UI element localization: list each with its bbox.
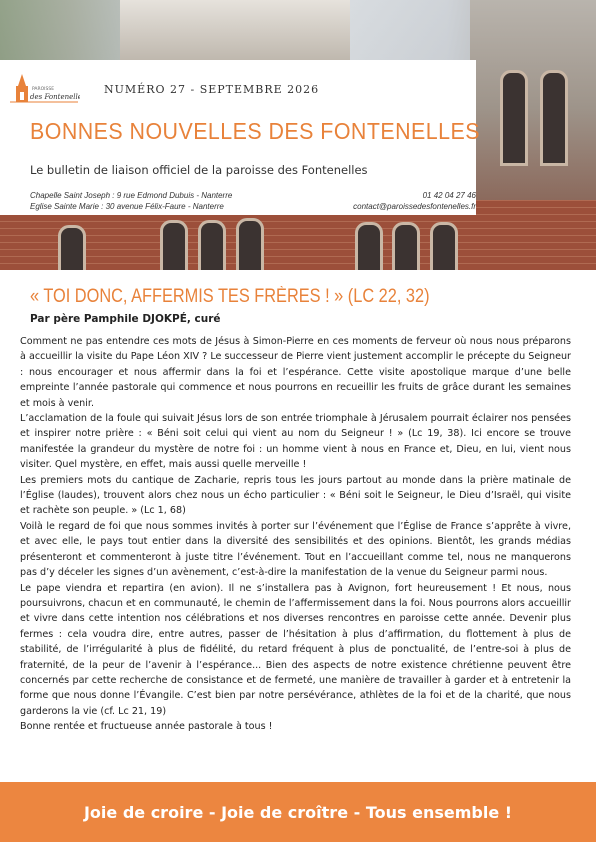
photo-bell-tower: [120, 0, 350, 60]
photo-window: [58, 225, 86, 270]
newsletter-title: BONNES NOUVELLES DES FONTENELLES: [30, 118, 480, 144]
address-chapel: Chapelle Saint Joseph : 9 rue Edmond Dubuis - Nanterre: [30, 191, 233, 200]
parish-logo: [10, 72, 80, 110]
photo-window: [236, 218, 264, 270]
article-paragraph: Comment ne pas entendre ces mots de Jésus à Simon-Pierre en ces moments de ferveur où nous nous préparons à accueillir la visite du Pape Léon XIV ? Le successeur de Pierre vient justement accomplir le précepte du Seigneur : nous encourager et nous affermir dans la foi et l’espérance. Cette visite apostolique marque d’une belle empreinte l’année pastorale qui commence et nous pourrons en recueillir les fruits de grâce durant les semaines et mois à venir.: [20, 336, 571, 409]
article-paragraph: Bonne rentée et fructueuse année pastorale à tous !: [20, 721, 273, 733]
photo-window: [355, 222, 383, 270]
article-paragraph: Les premiers mots du cantique de Zacharie, repris tous les jours partout au monde dans la prière matinale de l’Église (laudes), trouvent alors chez nous un écho particulier : « Béni soit le Seigneur, le Dieu d’Israël, qui visite et rachète son peuple. » (Lc 1, 68): [20, 474, 571, 517]
address-church: Eglise Sainte Marie : 30 avenue Félix-Faure - Nanterre: [30, 202, 224, 211]
article-paragraph: Le pape viendra et repartira (en avion). Il ne s’installera pas à Avignon, fort heureusement ! Et nous, nous poursuivrons, chacun et en communauté, le chemin de l’affermissement dans la foi. Nous pourrons alors accueillir et vivre dans cette intention nos célébrations et nos diverses rencontres en paroisse cette année. Devenir plus fermes : cela voudra dire, entre autres, passer de l’hésitation à plus d’affirmation, du flottement à plus de stabilité, de l’irrégularité à plus de fidélité, du retard fréquent à plus de ponctualité, de l’entre-soi à plus de fraternité, de la peur de l’avenir à l’espérance... Bien des aspects de notre existence chrétienne peuvent être concernés par cette recherche de consistance et de fermeté, une manière de travailler à garder et à entretenir la forme que nous donne l’Évangile. C’est bien par notre persévérance, athlètes de la foi et de la charité, que nous garderons la vie (cf. Lc 21, 19): [20, 582, 571, 717]
article-author: Par père Pamphile DJOKPÉ, curé: [30, 313, 221, 325]
contact-phone: 01 42 04 27 46: [422, 191, 476, 200]
contact-email[interactable]: contact@paroissedesfontenelles.fr: [353, 202, 476, 211]
footer-motto: Joie de croire - Joie de croître - Tous ensemble !: [83, 802, 513, 822]
church-logo-icon: [10, 72, 80, 110]
article-paragraph: Voilà le regard de foi que nous sommes invités à porter sur l’événement que l’Église de France s’apprête à vivre, et avec elle, le pays tout entier dans la diversité des sensibilités et des opinions. Bientôt, les grands médias présenteront et commenteront à juste titre l’événement. Tout en l’accueillant comme tel, nous ne manquerons pas d’y déceler les signes d’un avènement, c’est-à-dire la manifestation de la venue du Seigneur parmi nous.: [20, 520, 571, 579]
photo-window: [198, 220, 226, 270]
newsletter-subtitle: Le bulletin de liaison officiel de la paroisse des Fontenelles: [30, 163, 368, 177]
photo-window: [160, 220, 188, 270]
article-paragraph: L’acclamation de la foule qui suivait Jésus lors de son entrée triomphale à Jérusalem pourrait éclairer nos pensées et inspirer notre prière : « Béni soit celui qui vient au nom du Seigneur ! » (Lc 19, 38). Ici encore se trouve manifestée la grandeur du mystère de notre foi : un homme vient à nous en France et, Dieu, en lui, vient nous visiter. Quel mystère, en effet, mais aussi quelle merveille !: [20, 413, 571, 471]
article-title: « TOI DONC, AFFERMIS TES FRÈRES ! » (LC 22, 32): [30, 286, 430, 307]
article-body: [20, 334, 571, 735]
issue-number: NUMÉRO 27 - SEPTEMBRE 2026: [104, 83, 320, 96]
svg-text:PAROISSE: PAROISSE: [32, 87, 55, 92]
photo-window: [392, 222, 420, 270]
photo-window: [500, 70, 528, 166]
footer-banner: [0, 782, 596, 842]
photo-window: [540, 70, 568, 166]
svg-text:des Fontenelles: des Fontenelles: [30, 93, 80, 101]
photo-window: [430, 222, 458, 270]
